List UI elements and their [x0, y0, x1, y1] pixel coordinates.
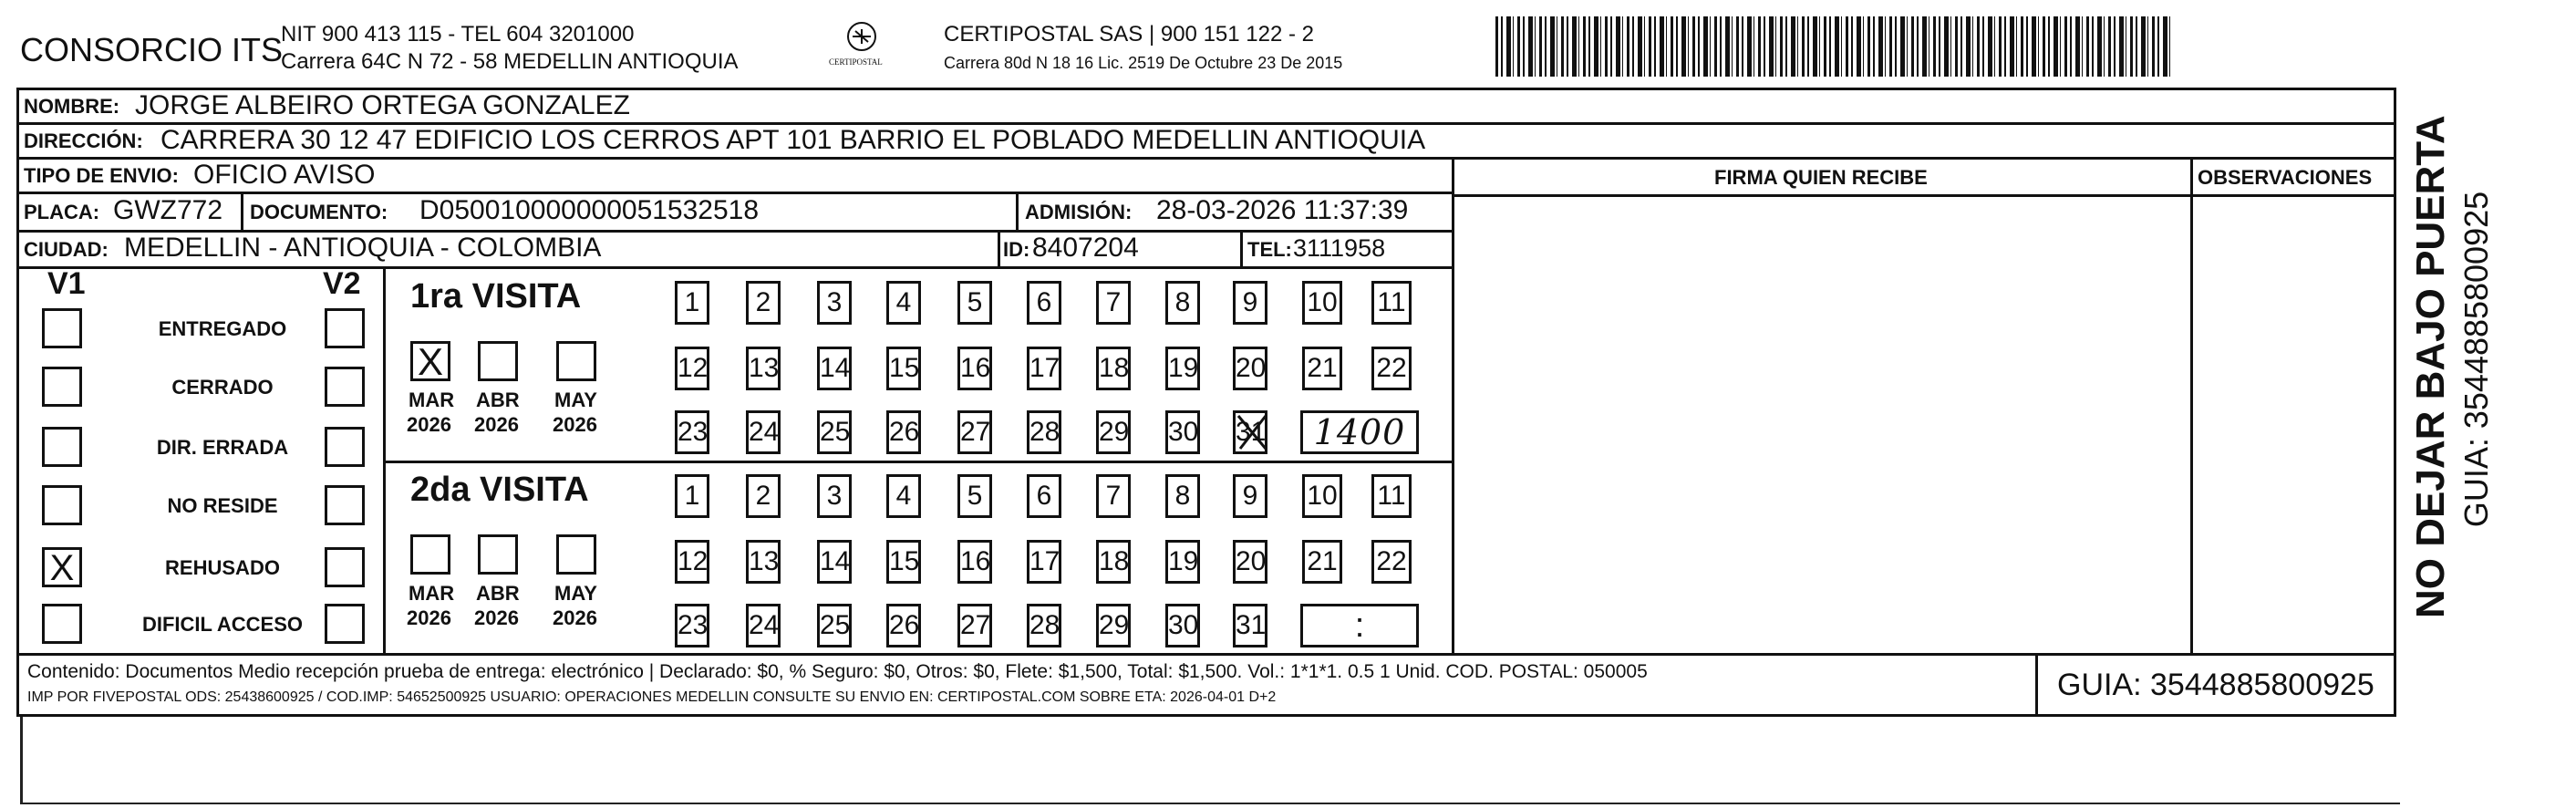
- firma-label: FIRMA QUIEN RECIBE: [1714, 166, 1928, 189]
- visit-day-box[interactable]: 22: [1371, 540, 1412, 584]
- status-v1-checkbox[interactable]: [42, 367, 82, 407]
- visit-title: 1ra VISITA: [410, 277, 582, 316]
- visit-day-box[interactable]: 4: [886, 281, 921, 325]
- visit-day-box[interactable]: 25: [817, 604, 852, 647]
- visit-day-box[interactable]: 18: [1096, 540, 1131, 584]
- footer-contenido: Contenido: Documentos Medio recepción prueba de entrega: electrónico | Declarado: $0, % Seguro: $0, Otros: $0, Flete: $1,500, Total: $1,500. Vol.: 1*1*1. 0.5 1 Unid. COD. POSTAL: 050005: [27, 661, 1648, 682]
- visit-day-box[interactable]: 12: [675, 540, 709, 584]
- visit-day-box[interactable]: 20: [1233, 540, 1267, 584]
- nombre-label: NOMBRE:: [24, 95, 120, 118]
- visit-day-box[interactable]: 17: [1027, 347, 1061, 390]
- visit-month-checkbox[interactable]: [556, 341, 596, 381]
- visit-day-box[interactable]: 24: [746, 604, 781, 647]
- status-v1-checkbox[interactable]: [42, 427, 82, 467]
- status-v1-checkbox[interactable]: [42, 308, 82, 348]
- visit-day-box[interactable]: 31: [1233, 410, 1267, 454]
- visit-day-box[interactable]: 14: [817, 347, 852, 390]
- visit-year-label: 2026: [407, 413, 451, 436]
- tel-label: TEL:: [1247, 238, 1292, 261]
- courier-name: CERTIPOSTAL SAS | 900 151 122 - 2: [944, 22, 1314, 47]
- visit-day-box[interactable]: 4: [886, 474, 921, 518]
- visit-month-label: ABR: [476, 388, 520, 411]
- tel-value: 3111958: [1293, 234, 1386, 262]
- visit-day-box[interactable]: 16: [957, 540, 992, 584]
- visit-day-box[interactable]: 2: [746, 474, 781, 518]
- status-v1-checkbox[interactable]: X: [42, 547, 82, 587]
- placa-value: GWZ772: [113, 195, 223, 225]
- status-label: REHUSADO: [165, 556, 280, 579]
- visit-day-box[interactable]: 22: [1371, 347, 1412, 390]
- visit-day-box[interactable]: 10: [1302, 281, 1342, 325]
- visit-day-box[interactable]: 31: [1233, 604, 1267, 647]
- courier-logo: [825, 20, 898, 71]
- footer-imp: IMP POR FIVEPOSTAL ODS: 25438600925 / COD.IMP: 54652500925 USUARIO: OPERACIONES MEDELLIN CONSULTE SU ENVIO EN: CERTIPOSTAL.COM SOBRE ETA: 2026-04-01 D+2: [27, 689, 1277, 705]
- status-v1-checkbox[interactable]: [42, 604, 82, 644]
- visit-day-box[interactable]: 29: [1096, 410, 1131, 454]
- visit-day-box[interactable]: 10: [1302, 474, 1342, 518]
- visit-day-box[interactable]: 25: [817, 410, 852, 454]
- id-value: 8407204: [1032, 233, 1139, 263]
- visit-day-box[interactable]: 13: [746, 540, 781, 584]
- visit-year-label: 2026: [474, 606, 519, 629]
- visit-time-box[interactable]: :: [1300, 604, 1419, 647]
- visit-day-box[interactable]: 9: [1233, 281, 1267, 325]
- status-label: DIR. ERRADA: [156, 436, 289, 459]
- visit-day-box[interactable]: 11: [1371, 474, 1412, 518]
- visit-day-box[interactable]: 8: [1165, 474, 1200, 518]
- visit-day-box[interactable]: 9: [1233, 474, 1267, 518]
- visit-day-box[interactable]: 17: [1027, 540, 1061, 584]
- company-name: CONSORCIO ITS: [20, 31, 284, 68]
- visit-day-box[interactable]: 15: [886, 540, 921, 584]
- visit-day-box[interactable]: 5: [957, 281, 992, 325]
- visit-day-box[interactable]: 13: [746, 347, 781, 390]
- visit-time-box[interactable]: 1400: [1300, 410, 1419, 454]
- visit-day-box[interactable]: 30: [1165, 410, 1200, 454]
- visit-day-box[interactable]: 23: [675, 604, 709, 647]
- visit-day-box[interactable]: 26: [886, 604, 921, 647]
- documento-label: DOCUMENTO:: [250, 201, 388, 223]
- visit-day-box[interactable]: 6: [1027, 281, 1061, 325]
- visit-day-box[interactable]: 7: [1096, 474, 1131, 518]
- visit-day-box[interactable]: 16: [957, 347, 992, 390]
- footer-guia: GUIA: 3544885800925: [2057, 668, 2374, 702]
- day-mark: [1235, 412, 1269, 459]
- status-label: ENTREGADO: [158, 317, 287, 340]
- observaciones-label: OBSERVACIONES: [2198, 166, 2373, 189]
- visit-day-box[interactable]: 12: [675, 347, 709, 390]
- status-v2-checkbox[interactable]: [325, 308, 365, 348]
- visit-month-label: MAR: [409, 388, 455, 411]
- status-v2-checkbox[interactable]: [325, 367, 365, 407]
- visit-day-box[interactable]: 30: [1165, 604, 1200, 647]
- visit-month-label: ABR: [476, 582, 520, 605]
- visit-day-box[interactable]: 11: [1371, 281, 1412, 325]
- visit-month-checkbox[interactable]: [478, 534, 518, 575]
- visit-day-box[interactable]: 5: [957, 474, 992, 518]
- visit-day-box[interactable]: 14: [817, 540, 852, 584]
- visit-month-checkbox[interactable]: [410, 534, 450, 575]
- status-label: DIFICIL ACCESO: [141, 613, 303, 636]
- visit-month-label: MAY: [554, 582, 597, 605]
- status-label: NO RESIDE: [167, 494, 278, 517]
- visit-year-label: 2026: [407, 606, 451, 629]
- visit-day-box[interactable]: 21: [1302, 347, 1342, 390]
- visit-month-checkbox[interactable]: X: [410, 341, 450, 381]
- status-label: CERRADO: [171, 376, 274, 399]
- visit-month-label: MAY: [554, 388, 597, 411]
- visit-day-box[interactable]: 27: [957, 410, 992, 454]
- visit-day-box[interactable]: 15: [886, 347, 921, 390]
- side-guia: GUIA: 3544885800925: [2457, 191, 2495, 528]
- visit-month-checkbox[interactable]: [478, 341, 518, 381]
- visit-day-box[interactable]: 26: [886, 410, 921, 454]
- status-v2-checkbox[interactable]: [325, 485, 365, 525]
- status-v1-checkbox[interactable]: [42, 485, 82, 525]
- visit-day-box[interactable]: 21: [1302, 540, 1342, 584]
- documento-value: D050010000000051532518: [419, 195, 760, 225]
- visit-day-box[interactable]: 19: [1165, 540, 1200, 584]
- v1-header: V1: [47, 266, 86, 301]
- visit-day-box[interactable]: 1: [675, 474, 709, 518]
- status-v2-checkbox[interactable]: [325, 547, 365, 587]
- visit-month-label: MAR: [409, 582, 455, 605]
- direccion-label: DIRECCIÓN:: [24, 129, 143, 152]
- visit-year-label: 2026: [553, 606, 597, 629]
- visit-day-box[interactable]: 27: [957, 604, 992, 647]
- visit-day-box[interactable]: 29: [1096, 604, 1131, 647]
- tipo-label: TIPO DE ENVIO:: [24, 164, 179, 187]
- courier-address: Carrera 80d N 18 16 Lic. 2519 De Octubre 23 De 2015: [944, 54, 1343, 72]
- placa-label: PLACA:: [24, 201, 100, 223]
- visit-month-checkbox[interactable]: [556, 534, 596, 575]
- visit-day-box[interactable]: 7: [1096, 281, 1131, 325]
- visit-day-box[interactable]: 19: [1165, 347, 1200, 390]
- side-no-dejar: NO DEJAR BAJO PUERTA: [2408, 115, 2453, 618]
- visit-title: 2da VISITA: [410, 471, 589, 509]
- company-address: Carrera 64C N 72 - 58 MEDELLIN ANTIOQUIA: [281, 49, 739, 74]
- side-notice: [2404, 115, 2576, 626]
- ciudad-value: MEDELLIN - ANTIOQUIA - COLOMBIA: [124, 233, 602, 263]
- visit-day-box[interactable]: 3: [817, 281, 852, 325]
- visit-day-box[interactable]: 20: [1233, 347, 1267, 390]
- visit-day-box[interactable]: 18: [1096, 347, 1131, 390]
- v2-header: V2: [323, 266, 361, 301]
- courier-logo-text: CERTIPOSTAL: [829, 57, 883, 67]
- company-nit: NIT 900 413 115 - TEL 604 3201000: [281, 22, 635, 47]
- visit-year-label: 2026: [474, 413, 519, 436]
- visit-day-box[interactable]: 23: [675, 410, 709, 454]
- visit-day-box[interactable]: 8: [1165, 281, 1200, 325]
- visit-year-label: 2026: [553, 413, 597, 436]
- visit-day-box[interactable]: 2: [746, 281, 781, 325]
- visit-day-box[interactable]: 24: [746, 410, 781, 454]
- visit-day-box[interactable]: 1: [675, 281, 709, 325]
- barcode: [1495, 16, 2170, 77]
- nombre-value: JORGE ALBEIRO ORTEGA GONZALEZ: [135, 90, 630, 120]
- visit-day-box[interactable]: 28: [1027, 410, 1061, 454]
- admision-label: ADMISIÓN:: [1025, 201, 1133, 223]
- status-v2-checkbox[interactable]: [325, 427, 365, 467]
- tipo-value: OFICIO AVISO: [193, 160, 376, 190]
- direccion-value: CARRERA 30 12 47 EDIFICIO LOS CERROS APT 101 BARRIO EL POBLADO MEDELLIN ANTIOQUIA: [160, 125, 1426, 155]
- ciudad-label: CIUDAD:: [24, 238, 109, 261]
- visit-day-box[interactable]: 3: [817, 474, 852, 518]
- visit-day-box[interactable]: 28: [1027, 604, 1061, 647]
- id-label: ID:: [1003, 238, 1030, 261]
- visit-day-box[interactable]: 6: [1027, 474, 1061, 518]
- status-v2-checkbox[interactable]: [325, 604, 365, 644]
- admision-value: 28-03-2026 11:37:39: [1156, 195, 1409, 225]
